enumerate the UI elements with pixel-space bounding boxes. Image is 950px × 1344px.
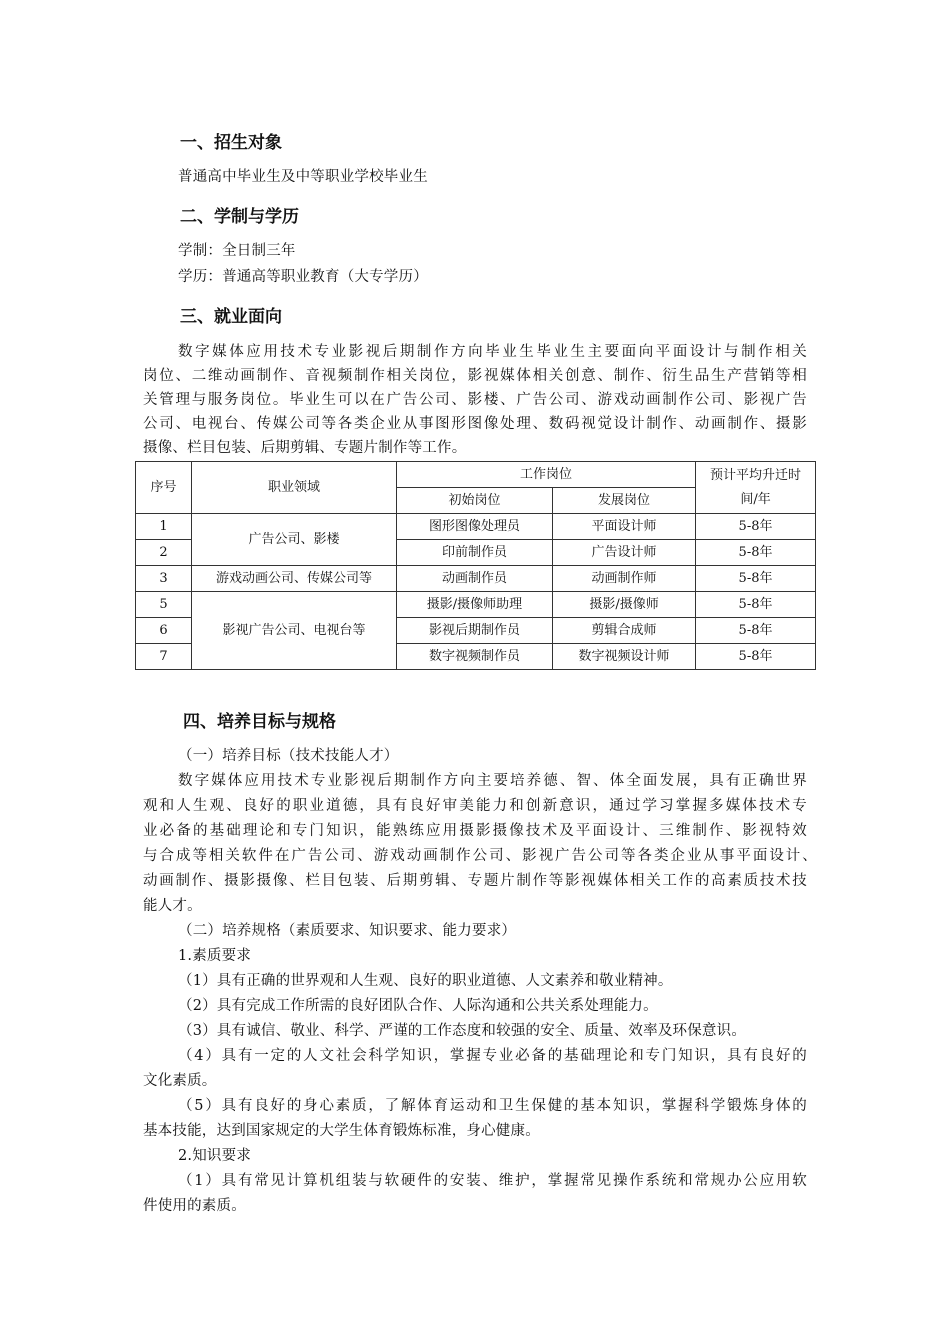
heading-goals: 四、培养目标与规格 bbox=[183, 712, 336, 732]
quality-item: （4）具有一定的人文社会科学知识，掌握专业必备的基础理论和专门知识，具有良好的 bbox=[178, 1048, 807, 1064]
degree-line: 学历：普通高等职业教育（大专学历） bbox=[178, 269, 428, 285]
cell-initial: 印前制作员 bbox=[397, 540, 553, 566]
cell-seq: 7 bbox=[136, 644, 192, 670]
knowledge-item-cont: 件使用的素质。 bbox=[143, 1198, 246, 1214]
header-initial: 初始岗位 bbox=[397, 488, 553, 514]
cell-seq: 2 bbox=[136, 540, 192, 566]
cell-develop: 广告设计师 bbox=[553, 540, 696, 566]
header-years-line: 预计平均升迁时 bbox=[710, 467, 802, 483]
cell-develop: 摄影/摄像师 bbox=[553, 592, 696, 618]
cell-develop: 剪辑合成师 bbox=[553, 618, 696, 644]
cell-years: 5-8年 bbox=[696, 644, 816, 670]
quality-item: （2）具有完成工作所需的良好团队合作、人际沟通和公共关系处理能力。 bbox=[178, 998, 658, 1014]
cell-develop: 平面设计师 bbox=[553, 514, 696, 540]
cell-initial: 数字视频制作员 bbox=[397, 644, 553, 670]
header-develop: 发展岗位 bbox=[553, 488, 696, 514]
employment-para-line: 公司、电视台、传媒公司等各类企业从事图形图像处理、数码视觉设计制作、动画制作、摄影 bbox=[143, 416, 807, 432]
cell-develop: 数字视频设计师 bbox=[553, 644, 696, 670]
cell-seq: 6 bbox=[136, 618, 192, 644]
employment-table bbox=[135, 461, 816, 670]
cell-years: 5-8年 bbox=[696, 592, 816, 618]
goal-para-line: 与合成等相关软件在广告公司、游戏动画制作公司、影视广告公司等各类企业从事平面设计、 bbox=[143, 848, 817, 864]
quality-item: （3）具有诚信、敬业、科学、严谨的工作态度和较强的安全、质量、效率及环保意识。 bbox=[178, 1023, 747, 1039]
cell-years: 5-8年 bbox=[696, 566, 816, 592]
cell-field: 影视广告公司、电视台等 bbox=[192, 592, 397, 670]
header-field: 职业领域 bbox=[192, 462, 397, 514]
goal-title: （一）培养目标（技术技能人才） bbox=[178, 748, 399, 764]
quality-item: （5）具有良好的身心素质，了解体育运动和卫生保健的基本知识，掌握科学锻炼身体的 bbox=[178, 1098, 807, 1114]
employment-para-line: 数字媒体应用技术专业影视后期制作方向毕业生毕业生主要面向平面设计与制作相关 bbox=[178, 344, 807, 360]
enrollment-text: 普通高中毕业生及中等职业学校毕业生 bbox=[178, 169, 428, 185]
table-row bbox=[136, 514, 816, 540]
header-years-line: 间/年 bbox=[740, 491, 771, 507]
quality-title: 1.素质要求 bbox=[178, 948, 252, 964]
spec-title: （二）培养规格（素质要求、知识要求、能力要求） bbox=[178, 923, 517, 939]
header-years bbox=[696, 462, 816, 514]
goal-para-line: 动画制作、摄影摄像、栏目包装、后期剪辑、专题片制作等影视媒体相关工作的高素质技术技 bbox=[143, 873, 807, 889]
goal-para-line: 能人才。 bbox=[143, 898, 202, 914]
quality-item-cont: 文化素质。 bbox=[143, 1073, 217, 1089]
heading-duration: 二、学制与学历 bbox=[180, 207, 299, 227]
quality-item: （1）具有正确的世界观和人生观、良好的职业道德、人文素养和敬业精神。 bbox=[178, 973, 673, 989]
employment-para-line: 摄像、栏目包装、后期剪辑、专题片制作等工作。 bbox=[143, 440, 467, 456]
goal-para-line: 观和人生观、良好的职业道德，具有良好审美能力和创新意识，通过学习掌握多媒体技术专 bbox=[143, 798, 807, 814]
cell-seq: 3 bbox=[136, 566, 192, 592]
cell-initial: 动画制作员 bbox=[397, 566, 553, 592]
cell-develop: 动画制作师 bbox=[553, 566, 696, 592]
employment-para-line: 关管理与服务岗位。毕业生可以在广告公司、影楼、广告公司、游戏动画制作公司、影视广告 bbox=[143, 392, 807, 408]
cell-field: 广告公司、影楼 bbox=[192, 514, 397, 566]
header-seq: 序号 bbox=[136, 462, 192, 514]
goal-para-line: 数字媒体应用技术专业影视后期制作方向主要培养德、智、体全面发展，具有正确世界 bbox=[178, 773, 807, 789]
cell-years: 5-8年 bbox=[696, 540, 816, 566]
quality-item-cont: 基本技能，达到国家规定的大学生体育锻炼标准，身心健康。 bbox=[143, 1123, 540, 1139]
cell-years: 5-8年 bbox=[696, 514, 816, 540]
header-positions: 工作岗位 bbox=[397, 462, 696, 488]
knowledge-item: （1）具有常见计算机组装与软硬件的安装、维护，掌握常见操作系统和常规办公应用软 bbox=[178, 1173, 807, 1189]
cell-years: 5-8年 bbox=[696, 618, 816, 644]
cell-seq: 5 bbox=[136, 592, 192, 618]
cell-field: 游戏动画公司、传媒公司等 bbox=[192, 566, 397, 592]
table-row bbox=[136, 566, 816, 592]
cell-initial: 图形图像处理员 bbox=[397, 514, 553, 540]
duration-line: 学制：全日制三年 bbox=[178, 243, 296, 259]
heading-enrollment: 一、招生对象 bbox=[180, 133, 282, 153]
table-header-row bbox=[136, 462, 816, 488]
cell-initial: 摄影/摄像师助理 bbox=[397, 592, 553, 618]
goal-para-line: 业必备的基础理论和专门知识，能熟练应用摄影摄像技术及平面设计、三维制作、影视特效 bbox=[143, 823, 807, 839]
employment-para-line: 岗位、二维动画制作、音视频制作相关岗位，影视媒体相关创意、制作、衍生品生产营销等相 bbox=[143, 368, 807, 384]
heading-employment: 三、就业面向 bbox=[180, 307, 282, 327]
cell-seq: 1 bbox=[136, 514, 192, 540]
cell-initial: 影视后期制作员 bbox=[397, 618, 553, 644]
knowledge-title: 2.知识要求 bbox=[178, 1148, 252, 1164]
table-row bbox=[136, 592, 816, 618]
